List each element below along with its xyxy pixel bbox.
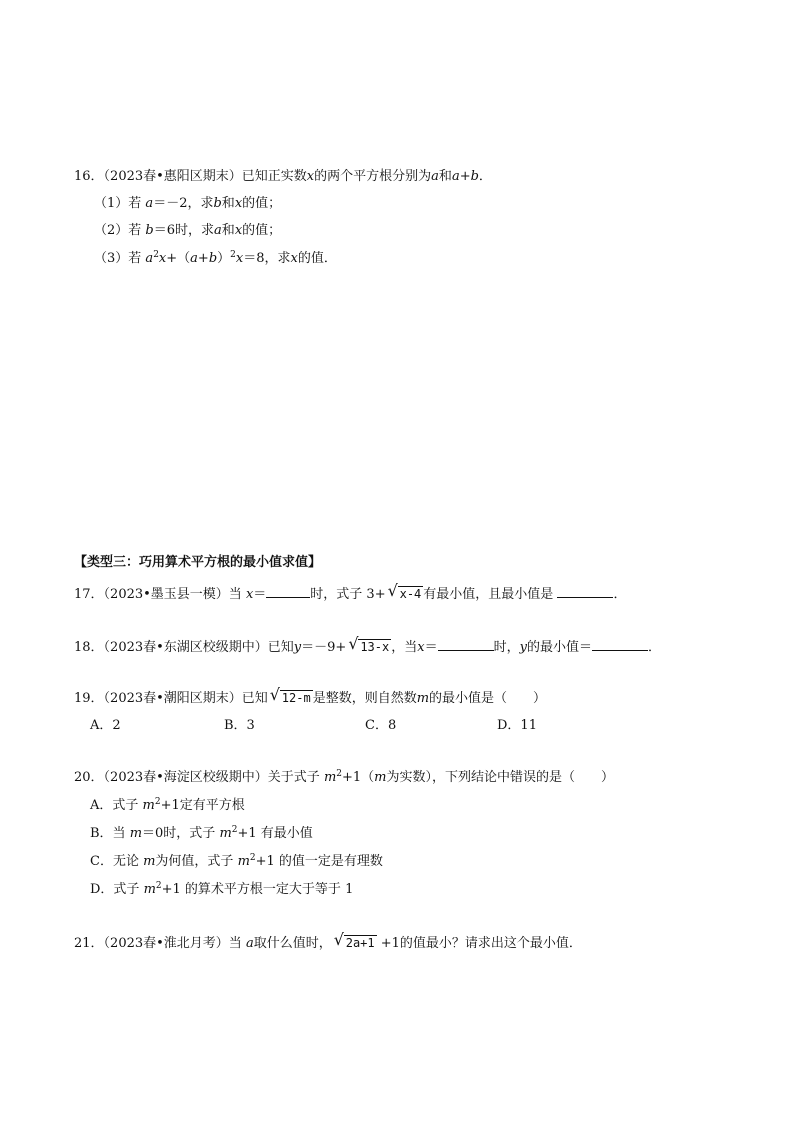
option-b-tail: +1 有最小值 — [237, 826, 313, 841]
var-m: m — [129, 826, 143, 841]
q19-tail: 的最小值是（ ） — [429, 691, 547, 706]
question-18 — [74, 634, 662, 656]
question-20 — [74, 770, 614, 787]
option-b-mid: ＝0时，式子 — [142, 826, 216, 841]
var-m: m — [142, 798, 155, 813]
radicand: 13-x — [360, 640, 390, 654]
option-c[interactable]: C．8 — [365, 718, 397, 733]
section-title: 【类型三：巧用算术平方根的最小值求值】 — [74, 555, 322, 570]
option-d-text: D．式子 — [90, 882, 140, 897]
sqrt-expression — [348, 634, 391, 656]
option-d[interactable] — [90, 882, 353, 899]
q17-end: ． — [613, 587, 627, 602]
var-a: a — [145, 251, 154, 266]
option-c-mid: 为何值，式子 — [155, 854, 234, 869]
q16-end: ． — [478, 169, 492, 184]
option-b[interactable]: B．3 — [224, 718, 255, 733]
var-b: b — [145, 223, 154, 238]
q16-stem: 16．（2023春•惠阳区期末）已知正实数 — [74, 169, 307, 184]
sqrt-expression — [269, 685, 313, 707]
var-y: y — [293, 640, 302, 655]
q16-p2-end: 的值； — [242, 223, 282, 238]
q16-p1-and: 和 — [221, 196, 235, 211]
question-16 — [74, 169, 492, 185]
exponent: 2 — [249, 853, 256, 863]
radicand: 2a+1 — [345, 936, 375, 950]
q18-expression: ＝－9+ — [301, 640, 347, 655]
question-21 — [74, 930, 582, 952]
var-m: m — [219, 826, 232, 841]
var-m: m — [374, 770, 387, 785]
exponent: 2 — [231, 825, 238, 835]
radical-icon: √ — [269, 685, 280, 704]
var-m: m — [237, 854, 250, 869]
exponent: 2 — [153, 250, 159, 260]
q16-part-1 — [94, 196, 281, 212]
q17-tail: 有最小值，且最小值是 — [423, 587, 554, 602]
var-x: x — [245, 587, 254, 602]
var-b: b — [213, 196, 222, 211]
option-d-tail: +1 的算术平方根一定大于等于 1 — [161, 882, 354, 897]
q16-p1-end: 的值； — [242, 196, 282, 211]
var-y: y — [519, 640, 527, 655]
q17-equals: ＝ — [253, 587, 267, 602]
q19-mid: 是整数，则自然数 — [312, 691, 417, 706]
var-a: a — [431, 169, 439, 184]
option-b[interactable] — [90, 826, 313, 843]
q20-mid: +1（ — [342, 770, 375, 785]
q16-part-2 — [94, 223, 281, 239]
q17-stem: 17．（2023•墨玉县一模）当 — [74, 587, 242, 602]
radicand: x-4 — [399, 587, 422, 601]
q17-expression: 时，式子 3+ — [310, 587, 386, 602]
option-c[interactable] — [90, 854, 383, 871]
sqrt-expression — [333, 930, 377, 952]
q21-mid: 取什么值时， — [253, 936, 332, 951]
q16-p3-end: 的值． — [297, 251, 337, 266]
sqrt-expression — [387, 581, 424, 603]
radical-icon: √ — [387, 581, 398, 600]
option-c-text: C．无论 — [90, 854, 139, 869]
option-b-text: B．当 — [90, 826, 126, 841]
radical-icon: √ — [348, 634, 359, 653]
q18-equals: ＝ — [424, 640, 438, 655]
exponent: 2 — [230, 250, 236, 260]
exponent: 2 — [155, 881, 162, 891]
q16-p2-value: ＝6时，求 — [153, 223, 215, 238]
q16-p2-and: 和 — [221, 223, 235, 238]
var-m: m — [143, 854, 156, 869]
q18-stem: 18．（2023春•东湖区校级期中）已知 — [74, 640, 294, 655]
var-x: x — [235, 251, 244, 266]
exponent: 2 — [154, 797, 161, 807]
radicand: 12-m — [281, 691, 311, 705]
q21-stem: 21．（2023春•淮北月考）当 — [74, 936, 242, 951]
var-x: x — [417, 640, 425, 655]
q16-p3-paren: ） — [217, 251, 231, 266]
q16-p1-text: （1）若 — [94, 196, 142, 211]
q18-tail: 的最小值＝ — [526, 640, 592, 655]
q16-p3-value: ＝8，求 — [243, 251, 291, 266]
answer-blank[interactable] — [592, 638, 648, 651]
var-x: x — [306, 169, 315, 184]
q16-p1-value: ＝－2，求 — [153, 196, 214, 211]
q18-end: ． — [648, 640, 662, 655]
var-x: x — [234, 223, 243, 238]
option-a[interactable] — [90, 798, 245, 815]
q16-p3-text: （3）若 — [94, 251, 142, 266]
var-a-plus-b: a+b — [451, 169, 479, 184]
option-a[interactable]: A．2 — [90, 718, 121, 733]
var-a-plus-b: a+b — [190, 251, 218, 266]
var-m: m — [143, 882, 156, 897]
option-a-tail: +1定有平方根 — [160, 798, 245, 813]
q16-p2-text: （2）若 — [94, 223, 142, 238]
option-c-tail: +1 的值一定是有理数 — [255, 854, 383, 869]
var-x: x — [234, 196, 243, 211]
q16-and: 和 — [438, 169, 452, 184]
option-d[interactable]: D．11 — [497, 718, 537, 733]
var-m: m — [416, 691, 430, 706]
question-19 — [74, 685, 547, 707]
var-a: a — [145, 196, 154, 211]
answer-blank[interactable] — [438, 638, 494, 651]
var-x: x — [290, 251, 298, 266]
var-m: m — [323, 770, 337, 785]
q18-when: ，当 — [391, 640, 418, 655]
q16-p3-plus: +（ — [166, 251, 191, 266]
q18-comma: 时， — [493, 640, 520, 655]
q21-tail: +1的值最小？请求出这个最小值． — [380, 936, 582, 951]
var-a: a — [245, 936, 254, 951]
q20-stem: 20．（2023春•海淀区校级期中）关于式子 — [74, 770, 320, 785]
q16-stem-mid: 的两个平方根分别为 — [314, 169, 432, 184]
q20-tail: 为实数），下列结论中错误的是（ ） — [386, 770, 615, 785]
answer-blank[interactable] — [557, 585, 613, 598]
exponent: 2 — [336, 769, 342, 779]
radical-icon: √ — [333, 930, 344, 949]
option-a-text: A．式子 — [90, 798, 139, 813]
var-a: a — [214, 223, 222, 238]
q16-part-3 — [94, 251, 337, 268]
var-x: x — [158, 251, 167, 266]
question-17 — [74, 581, 627, 603]
q19-stem: 19．（2023春•潮阳区期末）已知 — [74, 691, 268, 706]
answer-blank[interactable] — [266, 585, 310, 598]
